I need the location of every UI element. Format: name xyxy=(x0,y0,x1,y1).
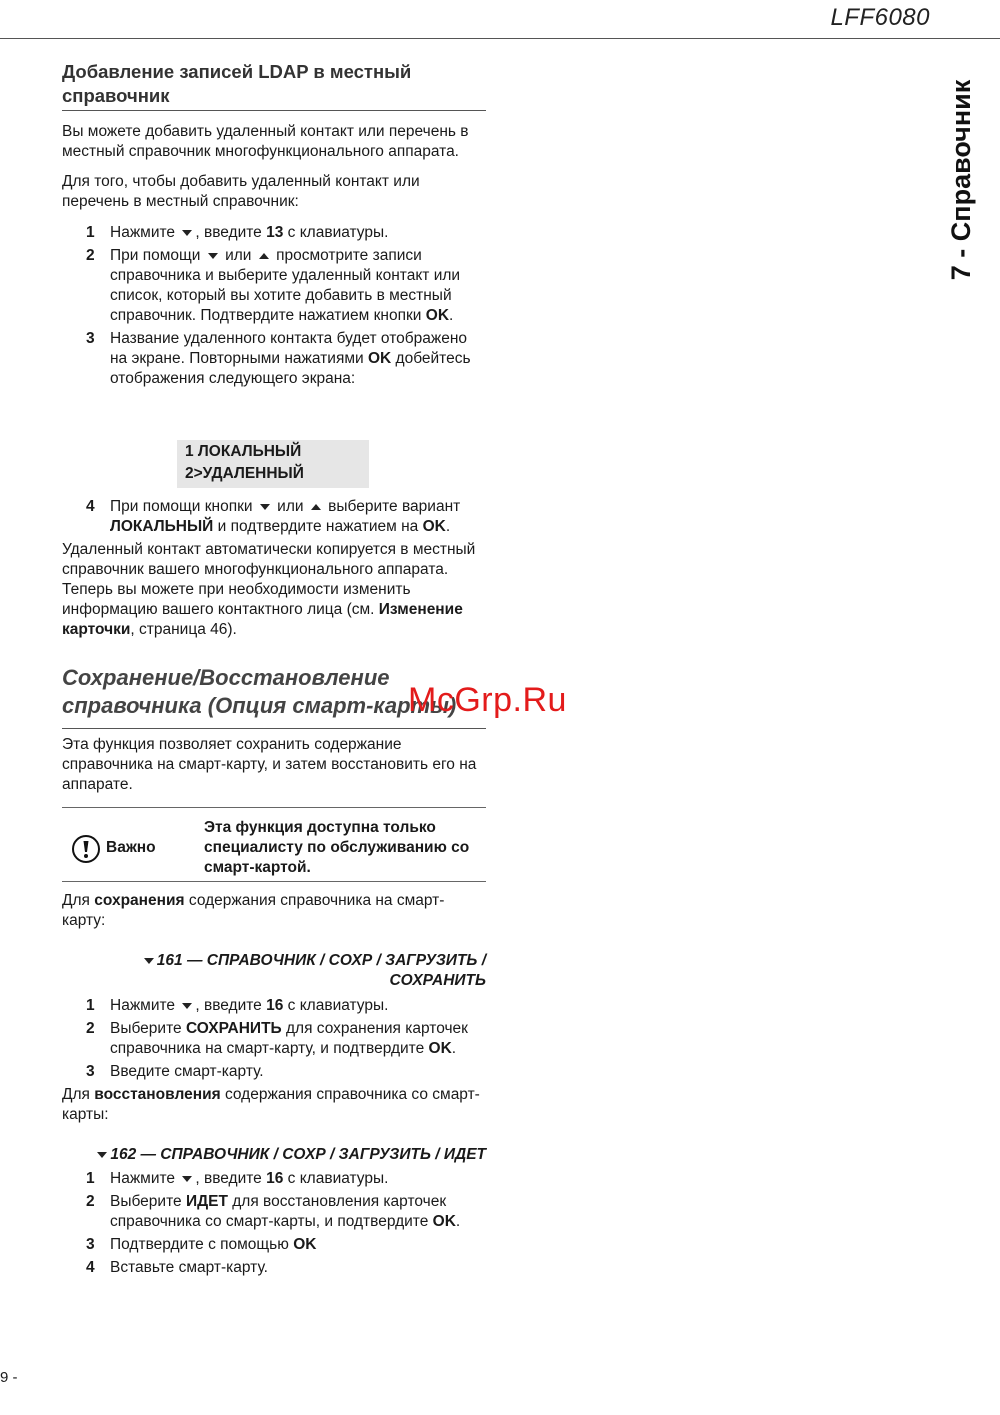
restore-step-1: 1 Нажмите , введите 16 с клавиатуры. xyxy=(86,1170,389,1187)
ldap-outro: Удаленный контакт автоматически копируется в местный справочник вашего многофункционального аппарата. Теперь вы можете при необходимости изменить информацию вашего контактного лица (см. Изменение карточки, страница 46). xyxy=(62,541,476,638)
exclamation-icon xyxy=(71,834,101,864)
ldap-step-4: 4 При помощи кнопки или выберите вариант ЛОКАЛЬНЫЙ и подтвердите нажатием на OK. xyxy=(86,498,461,535)
important-label: Важно xyxy=(106,839,156,856)
chapter-tab-label: 7 - Справочник xyxy=(946,79,976,281)
ldap-intro-1: Вы можете добавить удаленный контакт или перечень в местный справочник многофункционального аппарата. xyxy=(62,123,469,160)
ldap-intro-2: Для того, чтобы добавить удаленный контакт или перечень в местный справочник: xyxy=(62,173,420,210)
ldap-step-1: 1 Нажмите , введите 13 с клавиатуры. xyxy=(86,224,389,241)
section-ldap xyxy=(62,60,486,389)
lcd-screen xyxy=(177,440,369,488)
section-ldap-title: Добавление записей LDAP в местный справочник xyxy=(62,60,486,111)
section-ldap-cont xyxy=(62,497,486,640)
model-name: LFF6080 xyxy=(830,4,930,31)
lcd-line-1: 1 ЛОКАЛЬНЫЙ xyxy=(185,443,302,460)
section-smartcard-title: Сохранение/Восстановление справочника (Опция смарт-карты) xyxy=(62,664,486,729)
restore-step-4: 4 Вставьте смарт-карту. xyxy=(86,1259,268,1276)
arrow-up-icon xyxy=(311,504,321,510)
arrow-down-icon xyxy=(182,1003,192,1009)
save-block xyxy=(62,891,486,1278)
top-rule xyxy=(0,38,1000,39)
important-note xyxy=(62,807,486,882)
save-menu-path: 161 — СПРАВОЧНИК / СОХР / ЗАГРУЗИТЬ / СОХРАНИТЬ xyxy=(62,951,486,991)
restore-step-3: 3 Подтвердите с помощью OK xyxy=(86,1236,317,1253)
save-step-2: 2 Выберите СОХРАНИТЬ для сохранения карточек справочника на смарт-карту, и подтвердите OK. xyxy=(86,1020,468,1057)
smartcard-intro: Эта функция позволяет сохранить содержание справочника на смарт-карту, и затем восстановить его на аппарате. xyxy=(62,736,477,793)
arrow-down-icon xyxy=(208,253,218,259)
arrow-down-icon xyxy=(182,1176,192,1182)
save-intro: Для сохранения содержания справочника на смарт-карту: xyxy=(62,892,445,929)
ldap-step-2: 2 При помощи или просмотрите записи справочника и выберите удаленный контакт или список, который вы хотите добавить в местный справочник. Подтвердите нажатием кнопки OK. xyxy=(86,247,461,324)
save-step-3: 3 Введите смарт-карту. xyxy=(86,1063,264,1080)
lcd-line-2: 2>УДАЛЕННЫЙ xyxy=(185,465,304,482)
watermark: McGrp.Ru xyxy=(408,681,567,719)
arrow-down-icon xyxy=(182,230,192,236)
arrow-down-icon xyxy=(97,1152,107,1158)
save-step-1: 1 Нажмите , введите 16 с клавиатуры. xyxy=(86,997,389,1014)
arrow-down-icon xyxy=(144,958,154,964)
page-number: 9 - xyxy=(0,1369,18,1386)
important-text: Эта функция доступна только специалисту по обслуживанию со смарт-картой. xyxy=(204,819,470,876)
ldap-step-3: 3 Название удаленного контакта будет отображено на экране. Повторными нажатиями OK добейтесь отображения следующего экрана: xyxy=(86,330,471,387)
arrow-up-icon xyxy=(259,253,269,259)
arrow-down-icon xyxy=(260,504,270,510)
restore-step-2: 2 Выберите ИДЕТ для восстановления карточек справочника со смарт-карты, и подтвердите OK. xyxy=(86,1193,461,1230)
chapter-tab xyxy=(938,60,984,300)
restore-menu-path: 162 — СПРАВОЧНИК / СОХР / ЗАГРУЗИТЬ / ИДЕТ xyxy=(62,1145,486,1165)
restore-intro: Для восстановления содержания справочника со смарт-карты: xyxy=(62,1086,480,1123)
